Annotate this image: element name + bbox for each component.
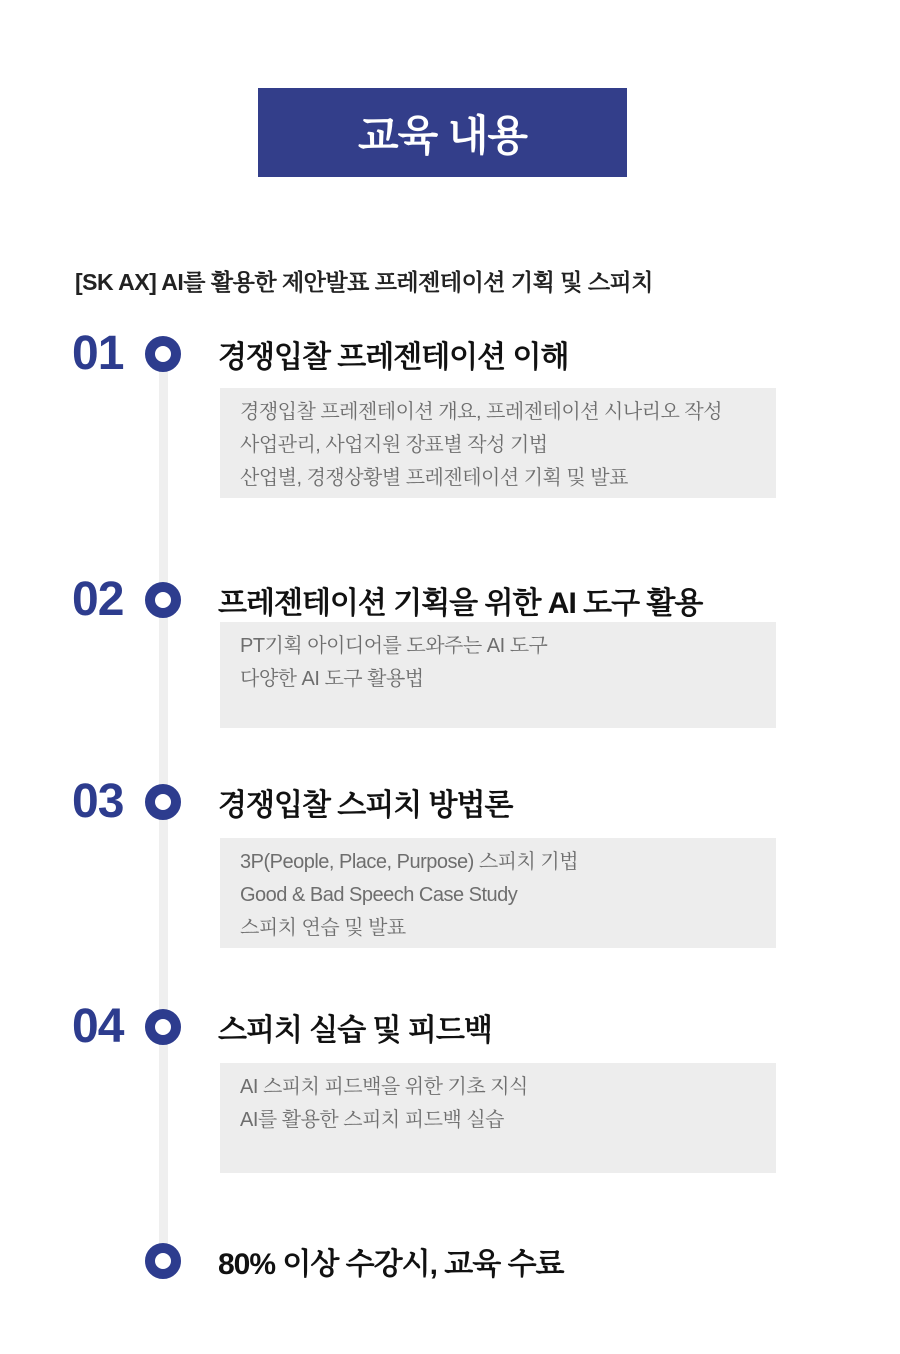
section-detail-box-03 xyxy=(220,838,776,948)
detail-line: 산업별, 경쟁상황별 프레젠테이션 기획 및 발표 xyxy=(240,467,628,489)
section-detail-box-01 xyxy=(220,388,776,498)
section-detail-box-04 xyxy=(220,1063,776,1173)
detail-line: 사업관리, 사업지원 장표별 작성 기법 xyxy=(240,434,548,456)
section-detail-box-02 xyxy=(220,622,776,728)
detail-line: 다양한 AI 도구 활용법 xyxy=(240,668,424,690)
section-number-01: 01 xyxy=(72,327,124,380)
section-number-02: 02 xyxy=(72,573,124,626)
section-title-01: 경쟁입찰 프레젠테이션 이해 xyxy=(218,341,569,374)
detail-line: AI를 활용한 스피치 피드백 실습 xyxy=(240,1109,504,1131)
detail-line: 경쟁입찰 프레젠테이션 개요, 프레젠테이션 시나리오 작성 xyxy=(240,401,723,423)
timeline-node-icon xyxy=(145,336,181,372)
banner-label: 교육 내용 xyxy=(358,111,527,159)
completion-note: 80% 이상 수강시, 교육 수료 xyxy=(218,1248,564,1281)
detail-line: Good & Bad Speech Case Study xyxy=(240,884,518,906)
timeline-node-icon xyxy=(145,1009,181,1045)
timeline-node-icon xyxy=(145,1243,181,1279)
timeline-node-icon xyxy=(145,784,181,820)
section-title-02: 프레젠테이션 기획을 위한 AI 도구 활용 xyxy=(218,587,703,620)
section-title-04: 스피치 실습 및 피드백 xyxy=(218,1014,492,1047)
timeline-node-icon xyxy=(145,582,181,618)
section-number-04: 04 xyxy=(72,1000,124,1053)
course-title: [SK AX] AI를 활용한 제안발표 프레젠테이션 기획 및 스피치 xyxy=(75,268,653,295)
section-number-03: 03 xyxy=(72,775,124,828)
detail-line: AI 스피치 피드백을 위한 기초 지식 xyxy=(240,1076,528,1098)
detail-line: 스피치 연습 및 발표 xyxy=(240,917,406,939)
detail-line: 3P(People, Place, Purpose) 스피치 기법 xyxy=(240,851,579,873)
section-banner xyxy=(258,88,627,177)
section-title-03: 경쟁입찰 스피치 방법론 xyxy=(218,789,513,822)
detail-line: PT기획 아이디어를 도와주는 AI 도구 xyxy=(240,635,548,657)
